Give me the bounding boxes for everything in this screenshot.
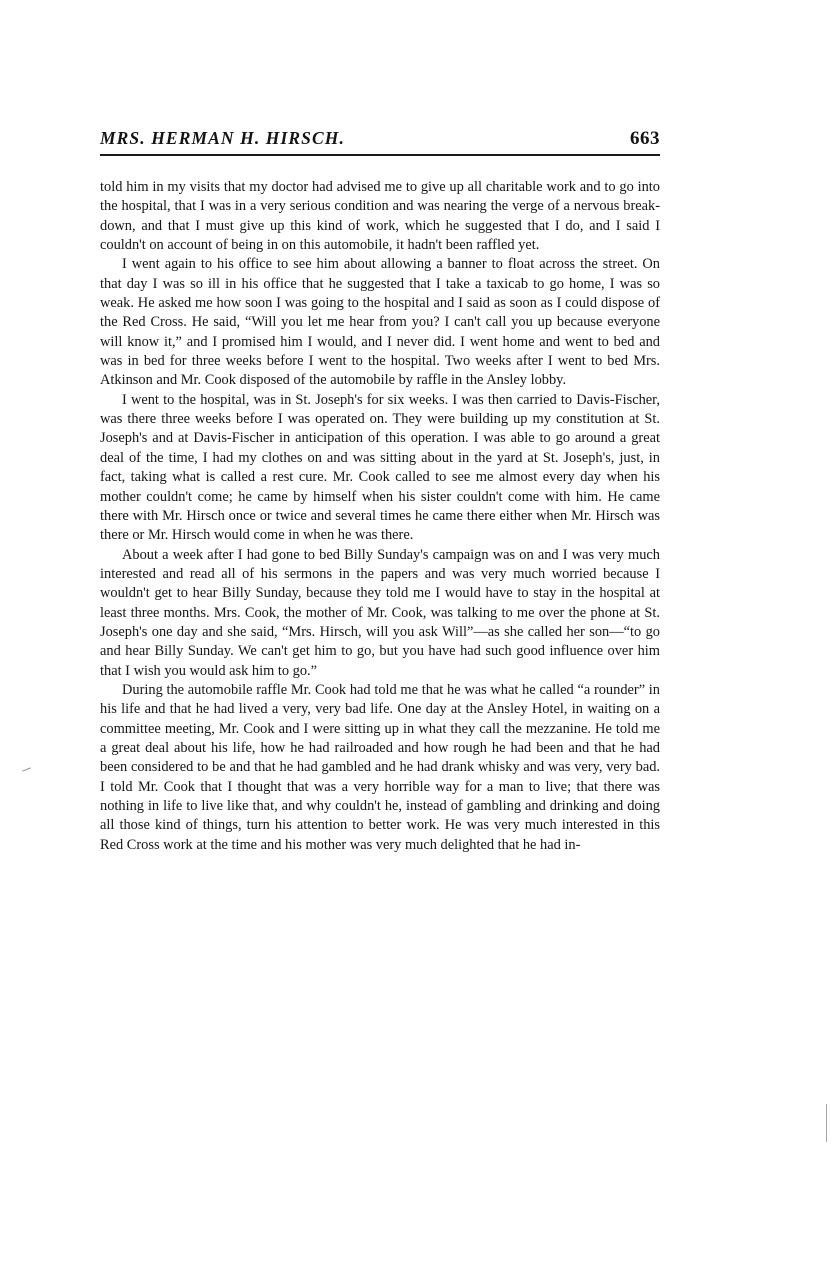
header-rule	[100, 154, 660, 156]
page-header	[100, 128, 660, 150]
margin-speck-icon	[22, 767, 31, 771]
paragraph: I went again to his office to see him about allowing a banner to float across the street. On that day I was so ill in his office that he suggested that I take a taxicab to go home, I was so weak. He asked me how soon I was going to the hospital and I said as soon as I could dispose of the Red Cross. He said, “Will you let me hear from you? I can't call you up because everyone will know it,” and I promised him I would, and I never did. I went home and went to bed and was in bed for three weeks before I went to the hospital. Two weeks after I went to bed Mrs. Atkinson and Mr. Cook disposed of the automobile by raffle in the Ansley lobby.	[100, 256, 660, 389]
paragraph: told him in my visits that my doctor had advised me to give up all charitable work and to go into the hospital, that I was in a very serious condition and was nearing the verge of a nervous break-down, and that I must give up this kind of work, which he suggested that I do, and I said I couldn't on account of being in on this automobile, it hadn't been raffled yet.	[100, 179, 660, 254]
paragraph: I went to the hospital, was in St. Joseph's for six weeks. I was then carried to Davis-Fischer, was there three weeks before I was operated on. They were building up my constitution at St. Joseph's and at Davis-Fischer in anticipation of this operation. I was able to go around a great deal of the time, I had my clothes on and was sitting about in the yard at St. Joseph's, just, in fact, taking what is called a rest cure. Mr. Cook called to see me almost every day when his mother couldn't come; he came by himself when his sister couldn't come with him. He came there with Mr. Hirsch once or twice and several times he came there either when Mr. Hirsch was there or Mr. Hirsch would come in when he was there.	[100, 391, 660, 544]
page-edge-mark-icon	[826, 1104, 827, 1142]
running-head: MRS. HERMAN H. HIRSCH.	[100, 128, 345, 148]
page-number: 663	[630, 128, 660, 149]
paragraph: About a week after I had gone to bed Billy Sunday's campaign was on and I was very much interested and read all of his sermons in the papers and was very much worried because I wouldn't get to hear Billy Sunday, because they told me I would have to stay in the hospital at least three months. Mrs. Cook, the mother of Mr. Cook, was talking to me over the phone at St. Joseph's one day and she said, “Mrs. Hirsch, will you ask Will”—as she called her son—“to go and hear Billy Sunday. We can't get him to go, but you have had such good influence over him that I wish you would ask him to go.”	[100, 546, 660, 679]
body-text	[100, 178, 660, 855]
paragraph: During the automobile raffle Mr. Cook had told me that he was what he called “a rounder” in his life and that he had lived a very, very bad life. One day at the Ansley Hotel, in waiting on a committee meeting, Mr. Cook and I were sitting up in what they call the mezzanine. He told me a great deal about his life, how he had railroaded and how rough he had been and that he had been considered to be and that he had gambled and he had drank whisky and was very, very bad. I told Mr. Cook that I thought that was a very horrible way for a man to live; that there was nothing in life to live like that, and why couldn't he, instead of gambling and drinking and doing all those kind of things, turn his attention to better work. He was very much interested in this Red Cross work at the time and his mother was very much delighted that he had in-	[100, 681, 660, 853]
